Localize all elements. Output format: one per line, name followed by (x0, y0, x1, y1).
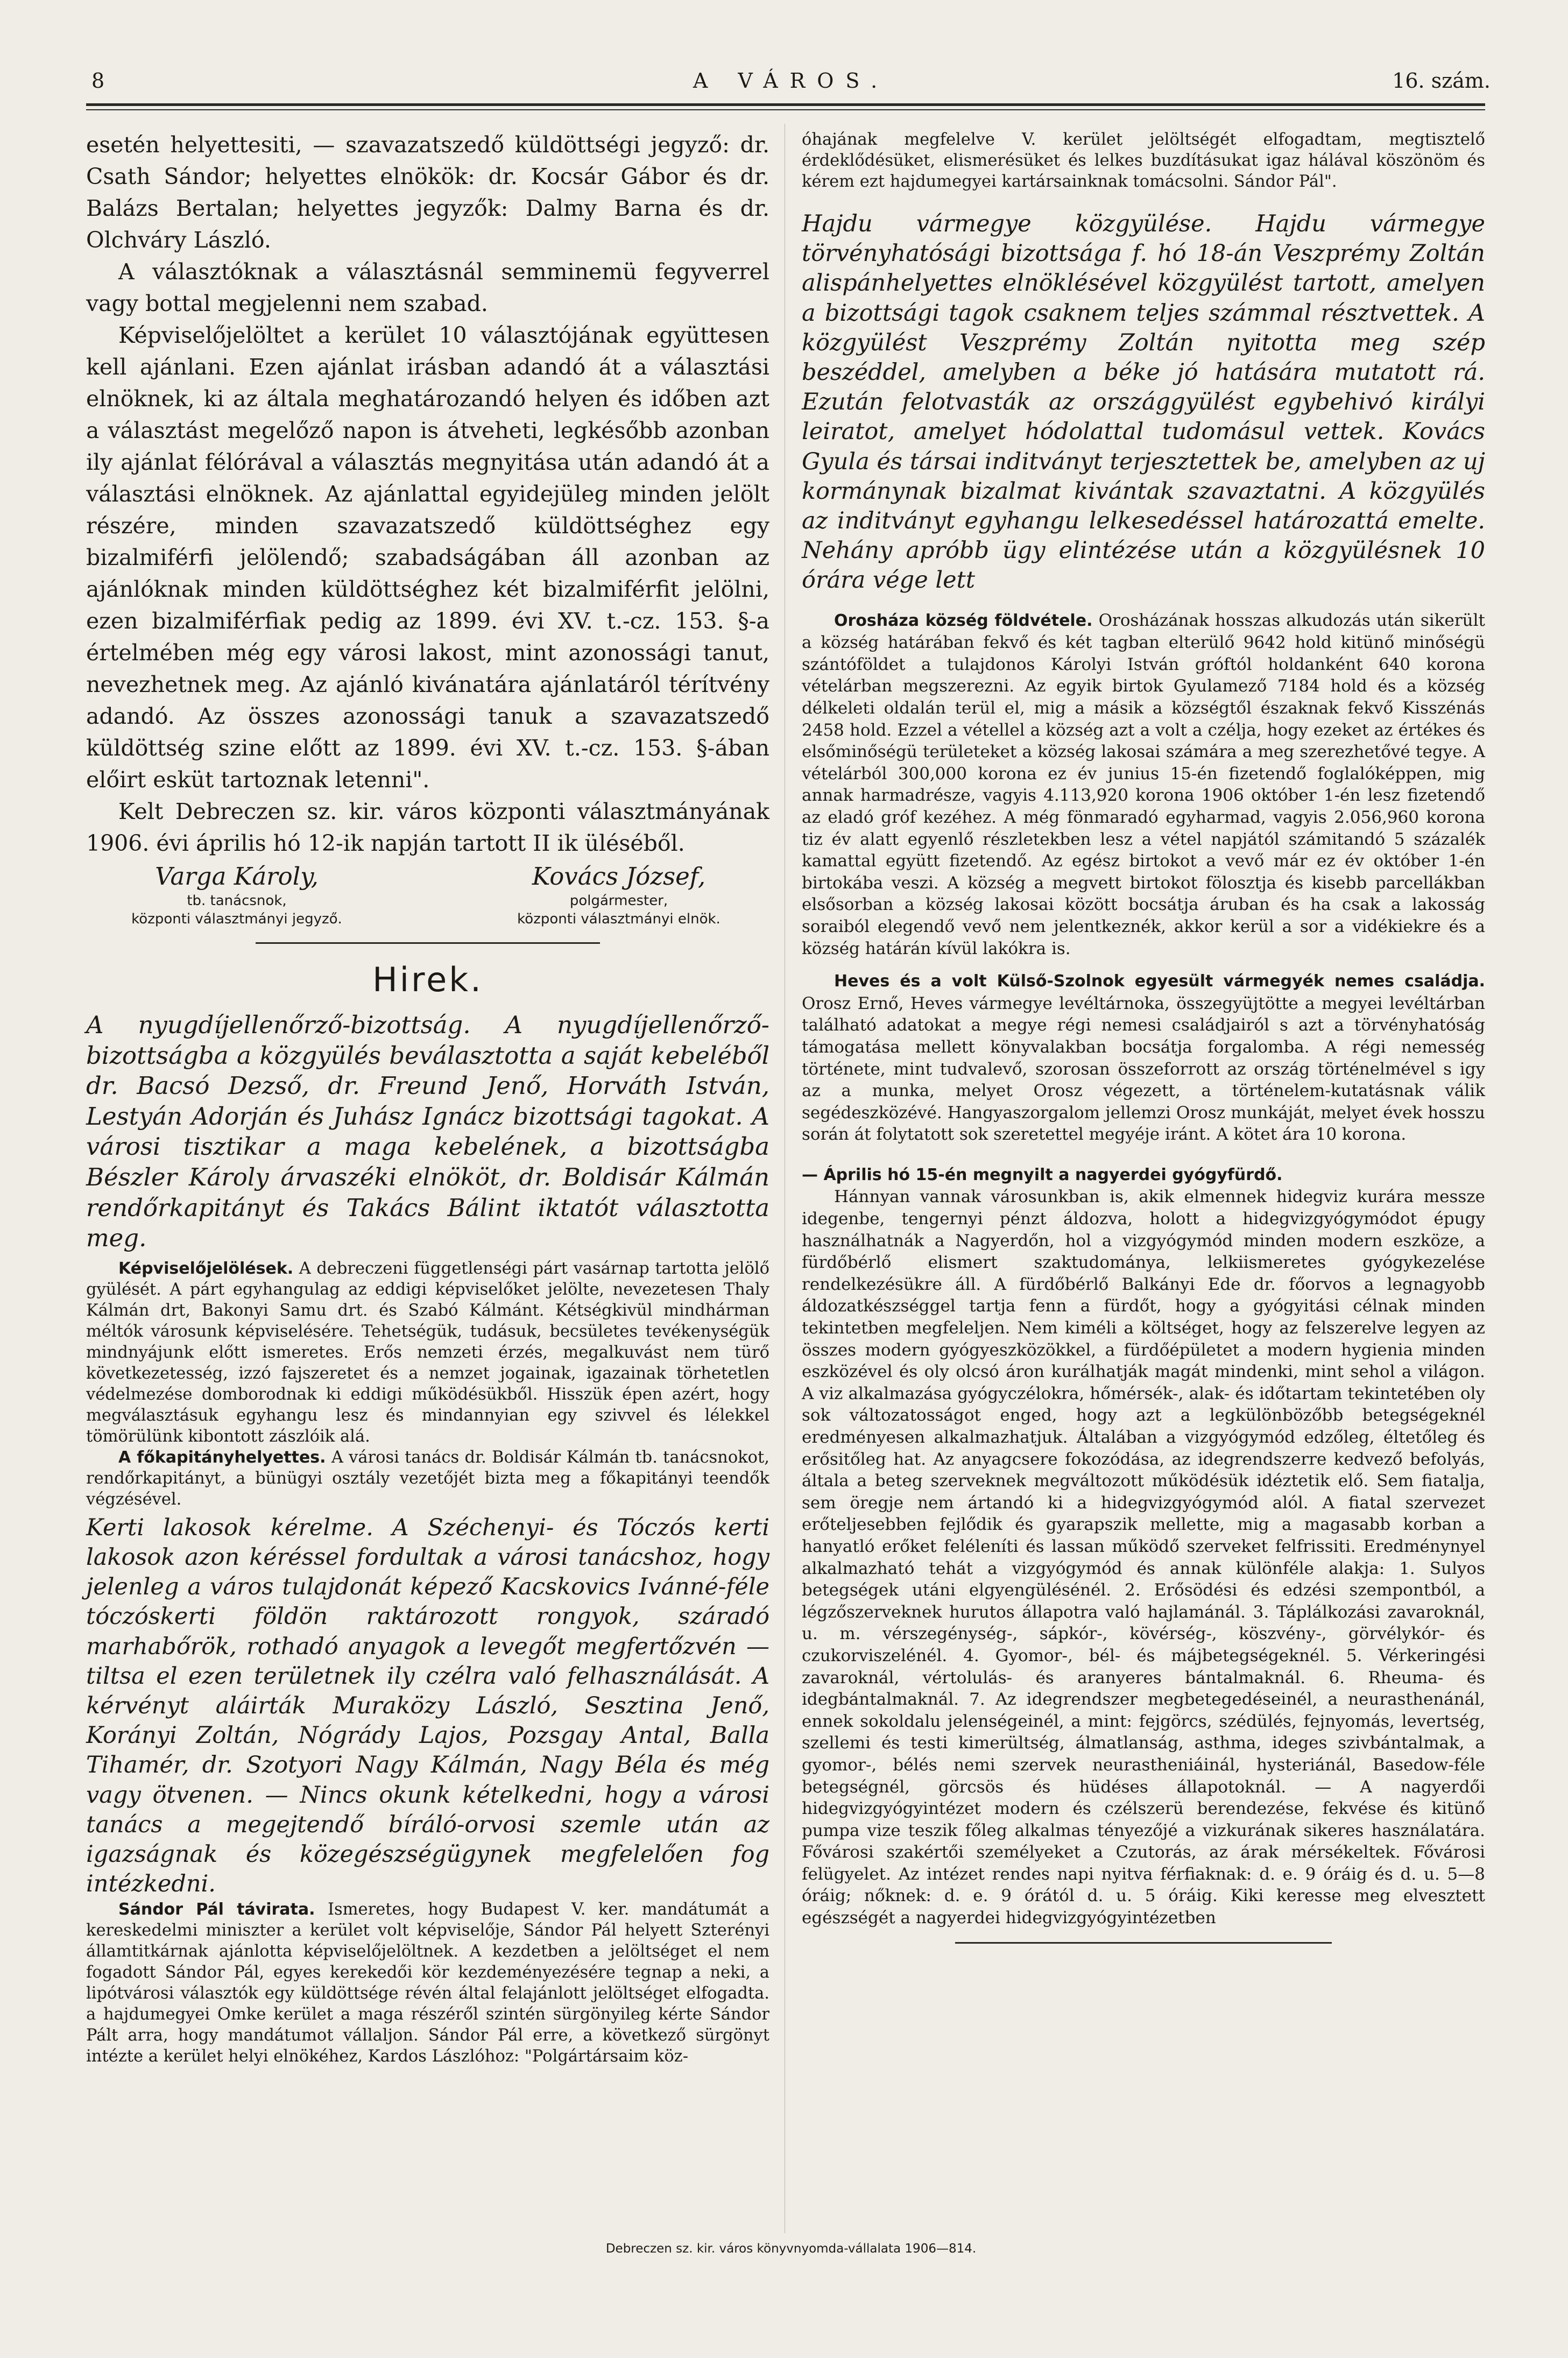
signatory-role: központi választmányi elnök. (517, 911, 721, 927)
signatory-name: Varga Károly, (155, 862, 319, 891)
signatory-role: polgármester, (569, 893, 668, 909)
county-assembly-article: Hajdu vármegye közgyülése. Hajdu vármegye törvényhatósági bizottsága f. hó 18-án Veszprémy Zoltán alispánhelyettes elnöklésével közgyülést tartott, amelyen a bizottsági tagok csaknem teljes számmal résztvettek. A közgyülést Veszprémy Zoltán nyitotta meg szép beszéddel, amelyben a béke jó hatására mutatott rá. Ezután felotvasták az országgyülést egybehivó királyi leiratot, amelyet hódolattal tudomásul vettek. Kovács Gyula és társai inditványt terjesztettek be, amelyben az uj kormánynak bizalmat kivántak szavaztatni. A közgyülés az inditványt egyhangu lelkesedéssel határozattá emelte. Nehány apróbb ügy elintézése után a közgyülésnek 10 órára vége lett (802, 210, 1485, 594)
left-column (86, 129, 769, 2067)
page-header (91, 69, 1491, 101)
article-heading: — Április hó 15-én megnyilt a nagyerdei gyógyfürdő. (802, 1165, 1283, 1184)
police-chief-article (86, 1447, 769, 1510)
candidate-nomination-paragraph: Képviselőjelöltet a kerület 10 választójának együttesen kell ajánlani. Ezen ajánlat irásban adandó át a választási elnöknek, ki az általa meghatározandó helyen és időben azt a választást megelőző napon is átveheti, legkésőbb azonban ily ajánlat félórával a választás megnyitása után adandó át a választási elnöknek. Az ajánlattal egyidejüleg minden jelölt részére, minden szavazatszedő küldöttséghez egy bizalmiférfi jelölendő; szabadságában áll azonban az ajánlóknak minden küldöttséghez két bizalmiférfit jelölni, ezen bizalmiférfiak pedig az 1899. évi XV. t.-cz. 153. §-a értelmében még egy városi lakost, mint azonossági tanut, nevezhetnek meg. Az ajánló kivánatára ajánlatáról térítvény adandó. Az összes azonossági tanuk a szavazatszedő küldöttség szine előtt az 1899. évi XV. t.-cz. 153. §-ában előirt esküt tartoznak letenni". (86, 322, 769, 793)
telegram-article (86, 1899, 769, 2067)
signatory-role: központi választmányi jegyző. (131, 911, 342, 927)
section-divider (955, 1942, 1332, 1944)
spa-article-body: Hánnyan vannak városunkban is, akik elmennek hidegviz kurára messze idegenbe, tengernyi pénzt áldozva, holott a hidegvizgyógymódot épugy használhatnák a Nagyerdőn, hol a vizgyógymód minden modern eszköze, a fürdőbérlő elismert szaktudománya, lelkiismeretes gyógykezelése rendelkezésükre áll. A fürdőbérlő Balkányi Ede dr. főorvos a legnagyobb áldozatkészséggel tartja fenn a fürdőt, hogy a gyógyitási célnak minden tekintetben megfeleljen. Nem kiméli a költséget, hogy az felszerelve legyen az összes modern gyógyeszközökkel, a fürdőépületet a modern hygienia minden eszközével és oly olcsó áron kurálhatják magát mindenki, mint sehol a világon. A viz alkalmazása gyógyczélokra, hőmérsék-, alak- és időtartam tekintetében oly sok változatosságot enged, hogy azt a legkülönbözőbb betegségeknél eredményesen alkalmazhatjuk. Általában a vizgyógymód edzőleg, éltetőleg és erősitőleg hat. Az anyagcsere fokozódása, az idegrendszerre kedvező befolyás, általa a beteg szerveknek megváltozott működésük idéztetik elő. Sem fiatalja, sem öregje nem ártandó ki a hidegvizgyógymód alól. A fiatal szervezet erőteljesebben fejlődik és gyarapszik mellette, mig a magasabb korban a hanyatló erőket feléleníti és lassan működő szerveket felfrissiti. Eredménynyel alkalmazható tehát a vizgyógymód és annak különféle alakja: 1. Sulyos betegségek utáni elgyengülésénél. 2. Erősödési és edzési szempontból, a légzőszerveknek hurutos állapotra való hajlamánál. 3. Táplálkozási zavaroknál, u. m. vérszegénység-, sápkór-, kövérség-, köszvény-, görvélykór- és czukorviszelénél. 4. Gyomor-, bél- és májbetegségeknél. 5. Vérkeringési zavaroknál, vértolulás- és aranyeres bántalmaknál. 6. Rheuma- és idegbántalmaknál. 7. Az idegrendszer megbetegedéseinél, a neurasthenánál, ennek sokoldalu jelenségeinél, a mint: fejgörcs, szédülés, fejnyomás, levertség, szellemi és testi kimerültség, álmatlanság, asthma, ideges szivbántalmak, a gyomor-, bélés nemi szervek neurastheniáinál, hysteriánál, Basedow-féle betegségnél, görcsös és hüdéses állapotoknál. — A nagyerdői hidegvizgyógyintézet modern és czélszerü berendezése, fekvése és kitünő pumpa vize teszik főleg alkalmas tényezőjé a vizkurának sikeres használatára. Fővárosi szakértői személyeket a Czutorás, az árak mérsékeltek. Fővárosi felügyelet. Az intézet rendes napi nyitva férfiaknak: d. e. 9 óráig és d. u. 5—8 óráig; nőknek: d. e. 9 órától d. u. 5 óráig. Kiki keresse meg elvesztett egészségét a nagyerdei hidegvizgyógyintézetben (802, 1187, 1485, 1928)
spa-article-heading (802, 1164, 1485, 1187)
article-heading: Heves és a volt Külső-Szolnok egyesült vármegyék nemes családja. (834, 972, 1485, 991)
signatory-role: tb. tanácsnok, (187, 893, 287, 909)
article-body: A városi tanács dr. Boldisár Kálmán tb. tanácsnokot, rendőrkapitányt, a bünügyi osztály vezetőjét bizta meg a főkapitányi teendők végzésével. (86, 1448, 769, 1509)
article-body: Ismeretes, hogy Budapest V. ker. mandátumát a kereskedelmi miniszter a kerület volt képviselője, Sándor Pál helyett Szterényi államtitkárnak ajánlotta képviselőjelöltnek. A kezdetben a jelöltséget el nem fogadott Sándor Pál, egyes kerekedői kör kezdeményezésére tegnap a neki, a lipótvárosi választók egy küldöttsége révén által felajánlott jelöltséget elfogadta. a hajdumegyei Omke kerület a maga részéről szintén sürgönyileg kérte Sándor Pált arra, hogy mandátumot vállaljon. Sándor Pál erre, a következő sürgönyt intézte a kerület helyi elnökéhez, Kardos Lászlóhoz: "Polgártársaim köz- (86, 1900, 769, 2066)
garden-residents-article: Kerti lakosok kérelme. A Széchenyi- és Tóczós kerti lakosok azon kéréssel fordultak a városi tanácshoz, hogy jelenleg a város tulajdonát képező Kacskovics Ivánné-féle tóczóskerti földön raktározott rongyok, száradó marhabőrök, rothadó anyagok a levegőt megfertőzvén — tiltsa el ezen területnek ily czélra való felhasználását. A kérvényt aláirták Muraközy László, Sesztina Jenő, Korányi Zoltán, Nógrády Lajos, Pozsgay Antal, Balla Tihamér, dr. Szotyori Nagy Kálmán, Nagy Béla és még vagy ötvenen. — Nincs okunk kételkedni, hogy a városi tanács a megejtendő bíráló-orvosi szemle után az igazságnak és közegészségügynek megfelelően fog intézkedni. (86, 1514, 769, 1898)
noble-families-article (802, 970, 1485, 1146)
dated-paragraph: Kelt Debreczen sz. kir. város központi választmányának 1906. évi április hó 12-ik napján tartott II ik üléséből. (86, 799, 769, 856)
land-purchase-article (802, 610, 1485, 960)
weapon-ban-paragraph: A választóknak a választásnál semminemü fegyverrel vagy bottal megjelenni nem szabad. (86, 259, 769, 316)
article-heading: Orosháza község földvétele. (834, 611, 1093, 630)
page-number: 8 (91, 69, 105, 93)
signature-left (86, 862, 387, 928)
signatory-name: Kovács József, (532, 862, 706, 891)
section-divider (256, 942, 600, 944)
newspaper-title: A VÁROS. (693, 69, 889, 93)
printer-imprint: Debreczen sz. kir. város könyvnyomda-vállalata 1906—814. (605, 2242, 977, 2256)
news-section-heading: Hirek. (372, 960, 483, 999)
header-rule-thin (86, 109, 1485, 110)
article-body: A debreczeni függetlenségi párt vasárnap tartotta jelölő gyülését. A párt egyhangulag az eddigi képviselőket jelölte, nevezetesen Thaly Kálmán drt, Bakonyi Samu drt. és Szabó Kálmánt. Kétségkivül mindhárman méltók városunk képviselésére. Tehetségük, tudásuk, becsületes tevékenységük mindnyájunk előtt ismeretes. Erős nemzeti érzés, megalkuvást nem türő következetesség, izzó fajszeretet és a nemzet jogainak, igazainak törhetetlen védelmezése domborodnak ki eddigi működésükből. Hisszük épen azért, hogy megválasztásuk egyhangu lesz és mindannyian egy szivvel és lélekkel tömörülünk kibontott zászlóik alá. (86, 1259, 769, 1446)
election-officials-paragraph: esetén helyettesiti, — szavazatszedő küldöttségi jegyző: dr. Csath Sándor; helyettes elnökök: dr. Kocsár Gábor és dr. Balázs Bertalan; helyettes jegyzők: Dalmy Barna és dr. Olchváry László. (86, 132, 769, 253)
issue-number: 16. szám. (1392, 69, 1491, 93)
header-rule-thick (86, 103, 1485, 106)
article-body: Orosz Ernő, Heves vármegye levéltárnoka, összegyüjtötte a megyei levéltárban található adatokat a megye régi nemesi családjairól s azt a törvényhatóság támogatása mellett könyvalakban bocsátja forgalomba. A régi nemesség története, mint tudvalevő, szorosan összeforrott az ország történelmével s igy az a munka, melyet Orosz végezett, a történelem-kutatásnak válik segédeszközévé. Hangyaszorgalom jellemzi Orosz munkáját, melyet évek hosszu során át folytatott sok szeretettel megyéje iránt. A kötet ára 10 korona. (802, 993, 1485, 1145)
pension-committee-article: A nyugdíjellenőrző-bizottság. A nyugdíjellenőrző-bizottságba a közgyülés beválasztotta a saját kebeléből dr. Bacsó Dezső, dr. Freund Jenő, Horváth István, Lestyán Adorján és Juhász Ignácz bizottsági tagokat. A városi tisztikar a maga kebelének, a bizottságba Bészler Károly árvaszéki elnököt, dr. Boldisár Kálmán rendőrkapitányt és Takács Bálint iktatót választotta meg. (86, 1011, 769, 1253)
right-column (802, 129, 1485, 1944)
article-heading: A főkapitányhelyettes. (118, 1448, 326, 1467)
telegram-continuation: óhajának megfelelve V. kerület jelöltségét elfogadtam, megtisztelő érdeklődésüket, elismerésüket és lelkes buzdításukat igaz hálával köszönöm és kérem ezt hajdumegyei kartársainknak tomácsolni. Sándor Pál". (802, 130, 1485, 191)
article-heading: Sándor Pál távirata. (118, 1900, 315, 1919)
article-body: Orosházának hosszas alkudozás után sikerült a község határában fekvő és két tagban elterülő 9642 hold kitünő minőségü szántóföldet a tulajdonos Károlyi István gróftól holdanként 640 korona vételárban megszerezni. Az egyik birtok Gyulamező 7184 hold és a község délkeleti oldalán terül el, mig a másik a községtől északnak fekvő Kisszénás 2458 hold. Ezzel a vétellel a község azt a volt a czélja, hogy ezeket az értékes és elsőminőségü területeket a község lakosai számára a meg szerezhetővé tegye. A vételárból 300,000 korona ez év junius 15-én fizetendő foglalóképpen, mig annak harmadrésze, vagyis 4.113,920 korona 1906 október 1-én lesz fizetendő az eladó gróf kezéhez. A még fönmaradó egyharmad, vagyis 2.056,960 korona tiz év alatt egyenlő részletekben lesz a vétel napjától számitandó 5 százalék kamattal együtt fizetendő. Az egész birtokot a vevő már ez év október 1-én birtokába veszi. A község a megvett birtokot fölosztja és kisebb parcellákban elsősorban a község lakosai között bocsátja áruban és ha csak a lakosság soraiból elegendő vevő nem jelentkeznék, akkor kerül a sor a vidékiekre és a község határán kívül lakókra is. (802, 610, 1485, 958)
signature-right (468, 862, 769, 928)
signatures (86, 862, 769, 928)
candidate-article (86, 1258, 769, 1447)
article-heading: Képviselőjelölések. (118, 1259, 294, 1278)
